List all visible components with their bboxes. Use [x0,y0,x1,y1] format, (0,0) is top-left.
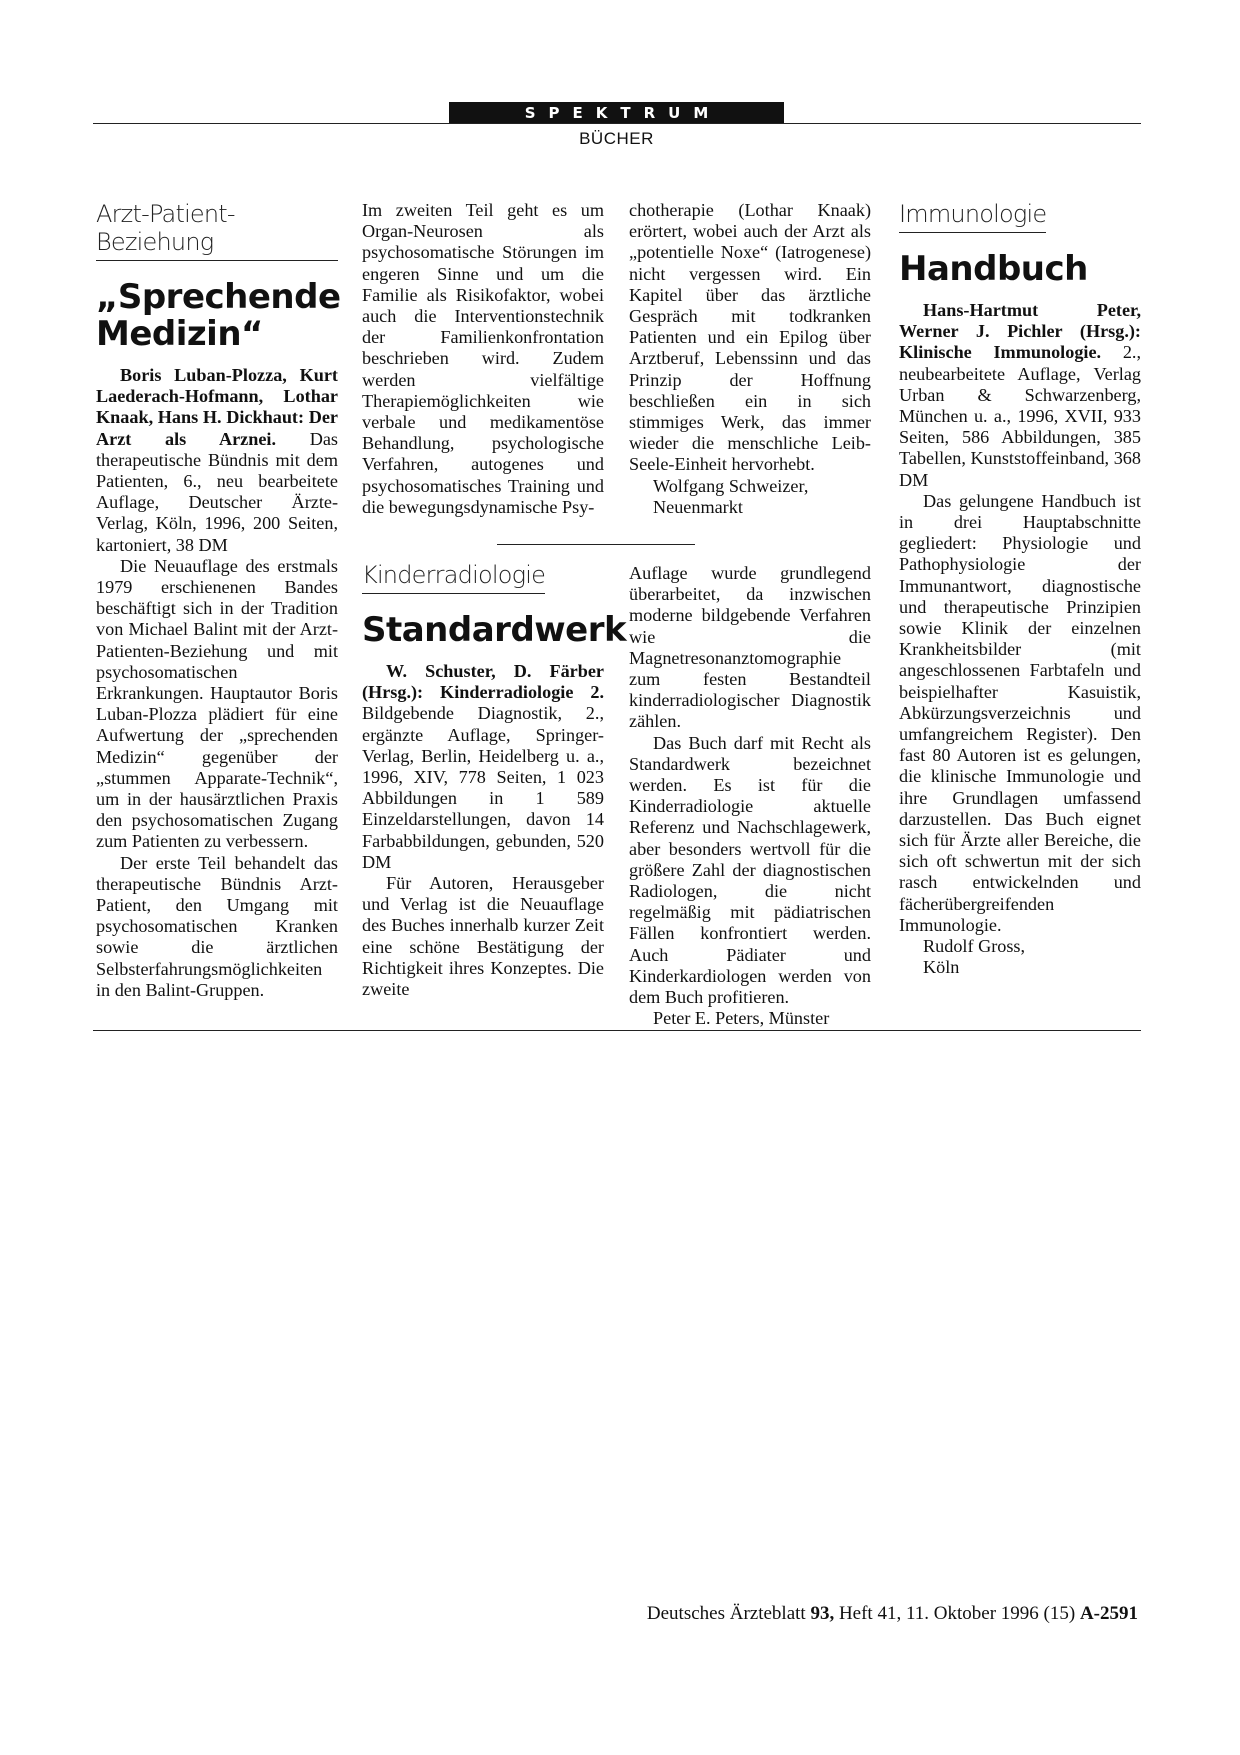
paragraph: Für Autoren, Herausgeber und Verlag ist die Neuauflage des Buches innerhalb kurzer Zeit eine schöne Bestätigung der Richtigkeit ihres Konzeptes. Die zweite [362,873,604,1000]
bibliography-bold: Hans-Hartmut Peter, Werner J. Pichler (Hrsg.): Klinische Immunologie. [899,300,1141,363]
headline-line: Medizin“ [96,314,263,354]
section-label: BÜCHER [579,129,654,148]
bibliography-bold: W. Schuster, D. Färber (Hrsg.): Kinderradiologie 2. [362,661,604,703]
category-label: Immunologie [899,200,1046,233]
journal-name: Deutsches Ärzteblatt [646,1603,811,1624]
headline: Standardwerk [362,610,627,650]
paragraph: Die Neuauflage des erstmals 1979 erschienenen Bandes beschäftigt sich in der Tradition von Michael Balint mit der Arzt-Patienten-Beziehung und mit psychosomatischen Erkrankungen. Hauptautor Boris Luban-Plozza plädiert für eine Aufwertung der „sprechenden Medizin“ gegenüber der „stummen Apparate-Technik“, um in der hausärztlichen Praxis den psychosomatischen Zugang zum Patienten zu verbessern. [96,555,338,852]
category-label: Arzt-Patient-Beziehung [96,200,338,261]
headline-line: „Sprechende [96,277,341,317]
paragraph: Auflage wurde grundlegend überarbeitet, da inzwischen moderne bildgebende Verfahren wie die Magnetresonanztomographie zum festen Bestandteil kinderradiologischer Diagnostik zählen. [629,563,871,732]
category-label: Kinderradiologie [362,561,545,594]
page-footer [647,1603,1138,1625]
paragraph: Das Buch darf mit Recht als Standardwerk bezeichnet werden. Es ist für die Kinderradiologie aktuelle Referenz und Nachschlagewerk, aber besonders wertvoll für die größere Zahl der diagnostischen Radiologen, die nicht regelmäßig mit pädiatrischen Fällen konfrontiert werden. Auch Pädiater und Kinderkardiologen werden von dem Buch profitieren. [629,732,871,1008]
issue-info: Heft 41, 11. Oktober 1996 (15) [834,1603,1080,1624]
article-divider [497,544,695,545]
paragraph: chotherapie (Lothar Knaak) erörtert, wobei auch der Arzt als „potentielle Noxe“ (Iatrogenese) nicht vergessen wird. Ein Kapitel über das ärztliche Gespräch mit todkranken Patienten und ein Epilog über Arztberuf, Lebenssinn und das Prinzip der Hoffnung beschließen ein in sich stimmiges Werk, das immer wieder die menschliche Leib-Seele-Einheit hervorhebt. [629,200,871,475]
content-bottom-rule [93,1030,1141,1031]
spektrum-band: SPEKTRUM [449,102,784,124]
paragraph: Das gelungene Handbuch ist in drei Hauptabschnitte gegliedert: Physiologie und Pathophysiologie der Immunantwort, diagnostische und therapeutische Prinzipien sowie Klinik der einzelnen Krankheitsbilder (mit angeschlossenen Farbtafeln und beispielhafter Kasuistik, Abkürzungsverzeichnis und umfangreichem Register). Den fast 80 Autoren ist es gelungen, die klinische Immunologie und ihre Grundlagen umfassend darzustellen. Das Buch eignet sich für Ärzte aller Bereiche, die sich oft schwertun mit der sich rasch entwickelnden und fächerübergreifenden Immunologie. [899,490,1141,935]
bibliography [362,661,604,873]
paragraph: Der erste Teil behandelt das therapeutische Bündnis Arzt-Patient, den Umgang mit psychosomatischen Kranken sowie die ärztlichen Selbsterfahrungsmöglichkeiten in den Balint-Gruppen. [96,852,338,1000]
author-place: Köln [923,957,960,978]
bibliography-bold: Boris Luban-Plozza, Kurt Laederach-Hofmann, Lothar Knaak, Hans H. Dickhaut: Der Arzt als Arznei. [96,365,338,449]
column-1 [96,200,341,1001]
headline: Handbuch [899,249,1088,289]
author-signature: Peter E. Peters, Münster [653,1008,830,1029]
bibliography-text: Das therapeutische Bündnis mit dem Patienten, 6., neu bearbeitete Auflage, Deutscher Ärzte-Verlag, Köln, 1996, 200 Seiten, kartoniert, 38 DM [96,428,338,555]
author-signature: Rudolf Gross, [923,936,1026,957]
headline [96,277,341,354]
header-rule [93,123,1141,124]
volume-number: 93, [810,1603,835,1624]
column-4 [899,200,1141,979]
paragraph: Im zweiten Teil geht es um Organ-Neurosen als psychosomatische Störungen im engeren Sinne und um die Familie als Risikofaktor, wobei auch die Interventionstechnik der Familienkonfrontation beschrieben wird. Zudem werden vielfältige Therapiemöglichkeiten wie verbale und medikamentöse Behandlung, psychologische Verfahren, autogenes und psychosomatisches Training und die bewegungsdynamische Psy- [362,200,604,517]
bibliography [96,365,338,556]
author-signature: Wolfgang Schweizer, [653,475,809,496]
column-3-bottom [629,563,871,1029]
author-place: Neuenmarkt [653,496,743,517]
bibliography-text: Bildgebende Diagnostik, 2., ergänzte Auflage, Springer-Verlag, Berlin, Heidelberg u. a., 1996, XIV, 778 Seiten, 1 023 Abbildungen in 1 589 Einzeldarstellungen, davon 14 Farbabbildungen, gebunden, 520 DM [362,703,604,872]
column-2-bottom [362,561,627,1000]
bibliography [899,300,1141,491]
page-number: A-2591 [1079,1603,1138,1624]
column-3-top [629,200,871,518]
column-2-top [362,200,604,518]
bibliography-text: 2., neubearbeitete Auflage, Verlag Urban & Schwarzenberg, München u. a., 1996, XVII, 933 Seiten, 586 Abbildungen, 385 Tabellen, Kunststoffeinband, 368 DM [899,342,1141,490]
